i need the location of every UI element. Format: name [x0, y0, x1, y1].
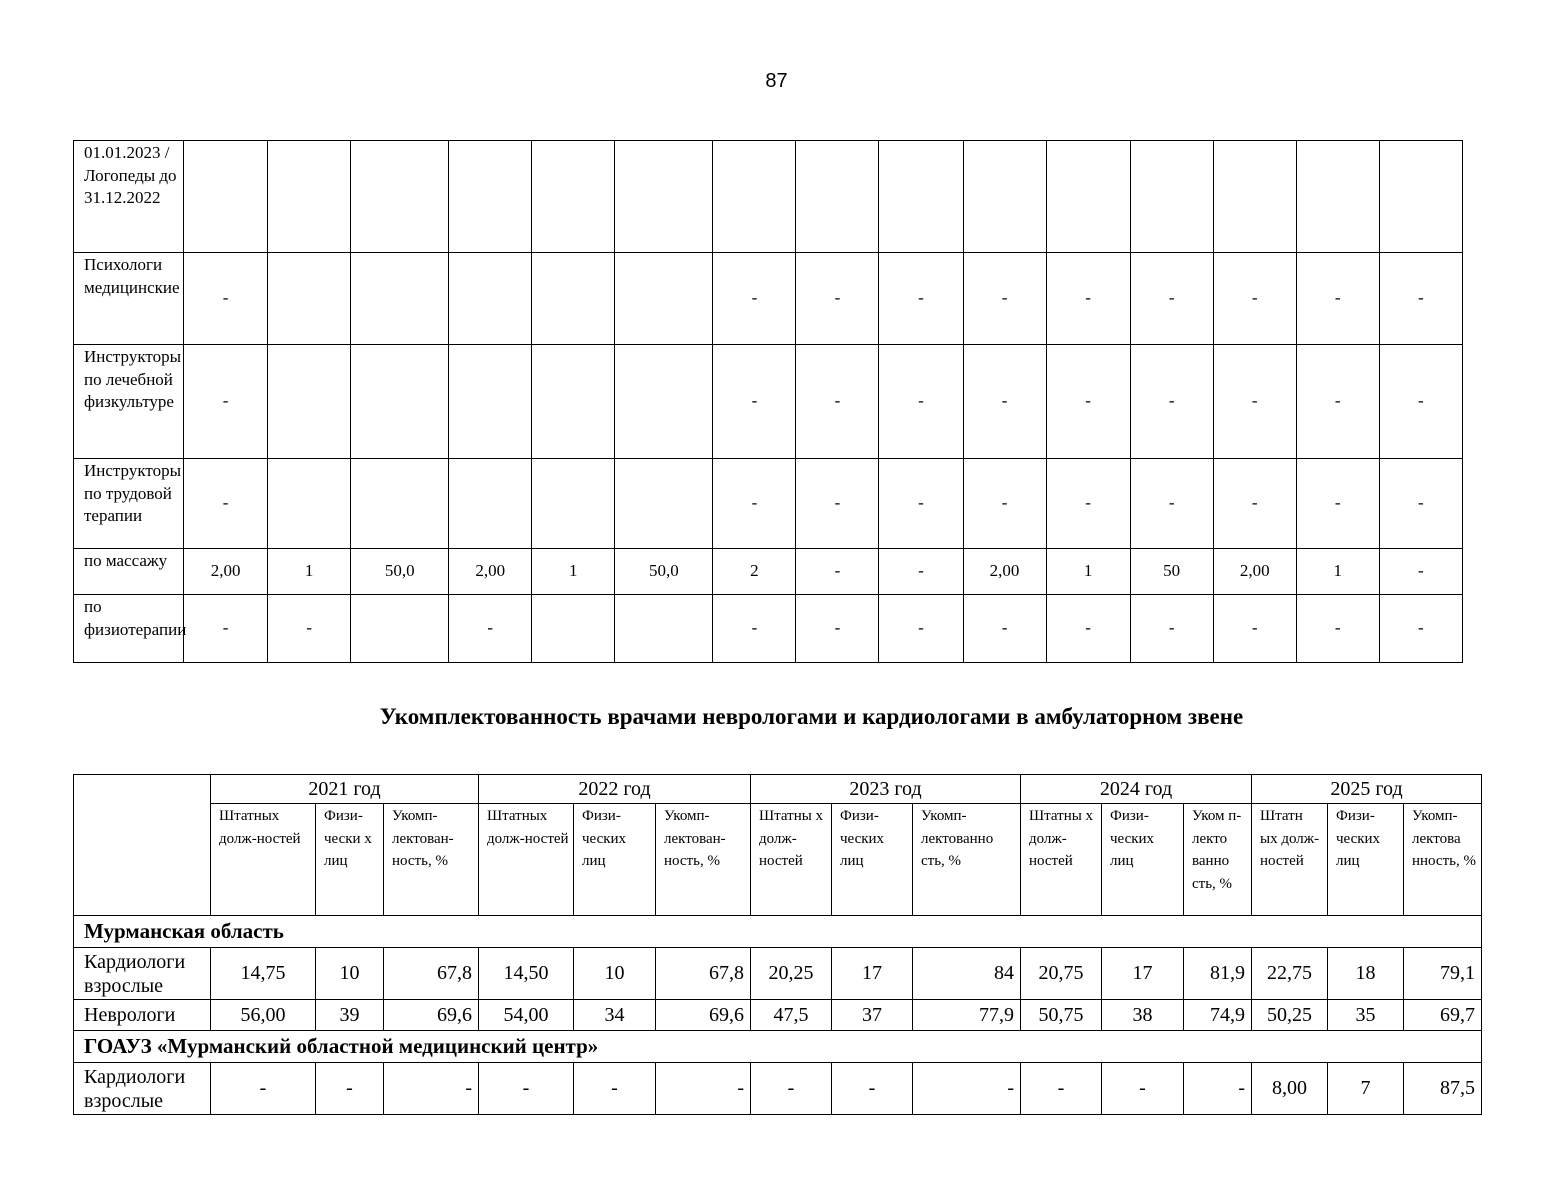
table-cell: 1 — [268, 549, 351, 595]
table-cell: - — [268, 595, 351, 663]
table-cell — [268, 345, 351, 459]
table-cell: 1 — [1046, 549, 1130, 595]
table-cell: - — [1046, 595, 1130, 663]
table-cell — [615, 253, 713, 345]
table-cell: 10 — [574, 948, 656, 1000]
table-cell: 22,75 — [1252, 948, 1328, 1000]
table-cell: - — [316, 1063, 384, 1115]
row-label: по массажу — [74, 549, 184, 595]
table-cell: - — [1379, 345, 1462, 459]
table-cell: 67,8 — [384, 948, 479, 1000]
table-cell: - — [184, 595, 268, 663]
table-cell — [1296, 141, 1379, 253]
table-cell: 50,0 — [351, 549, 449, 595]
table-row — [74, 549, 1463, 595]
table-cell — [268, 141, 351, 253]
column-subheader: Физи-ческих лиц — [1328, 804, 1404, 916]
table-cell — [532, 253, 615, 345]
table-cell: 2,00 — [449, 549, 532, 595]
table-cell: 39 — [316, 1000, 384, 1031]
table-cell: - — [713, 253, 796, 345]
table-cell — [449, 141, 532, 253]
table-cell: 56,00 — [211, 1000, 316, 1031]
table-row — [74, 948, 1482, 1000]
column-subheader: Физи-ческих лиц — [832, 804, 913, 916]
table-row — [74, 345, 1463, 459]
table-row — [74, 595, 1463, 663]
table-cell: 2,00 — [184, 549, 268, 595]
table-cell: - — [479, 1063, 574, 1115]
table-cell: 17 — [1102, 948, 1184, 1000]
table-cell: - — [796, 595, 879, 663]
table-cell: 7 — [1328, 1063, 1404, 1115]
table-cell: 77,9 — [913, 1000, 1021, 1031]
year-header: 2023 год — [751, 775, 1021, 804]
table-cell: 14,50 — [479, 948, 574, 1000]
row-label: Инструкторы по трудовой терапии — [74, 459, 184, 549]
table-cell: - — [184, 345, 268, 459]
table-cell: 20,25 — [751, 948, 832, 1000]
table-cell: 69,7 — [1404, 1000, 1482, 1031]
table-cell: 54,00 — [479, 1000, 574, 1031]
row-label: по физиотерапии — [74, 595, 184, 663]
table-cell: - — [713, 345, 796, 459]
table-cell: - — [574, 1063, 656, 1115]
table-cell: - — [1046, 253, 1130, 345]
column-subheader: Укомп-лектова нность, % — [1404, 804, 1482, 916]
table-cell: - — [1184, 1063, 1252, 1115]
column-subheader: Штатны х долж-ностей — [1021, 804, 1102, 916]
table-row — [74, 1063, 1482, 1115]
table-cell — [351, 253, 449, 345]
table-row — [74, 141, 1463, 253]
table-cell — [532, 141, 615, 253]
table-cell: - — [713, 595, 796, 663]
table-cell: - — [1213, 345, 1296, 459]
table-cell — [1379, 141, 1462, 253]
table-cell: - — [384, 1063, 479, 1115]
table-cell: - — [796, 253, 879, 345]
table-cell — [532, 459, 615, 549]
table-cell: 1 — [1296, 549, 1379, 595]
table-cell — [449, 253, 532, 345]
table-cell — [713, 141, 796, 253]
table-row — [74, 1000, 1482, 1031]
table-cell: 84 — [913, 948, 1021, 1000]
table-cell: 2,00 — [1213, 549, 1296, 595]
table-cell — [449, 459, 532, 549]
table-cell: 50,0 — [615, 549, 713, 595]
table-cell: - — [963, 459, 1046, 549]
header-empty-cell — [74, 775, 211, 916]
table-cell: 67,8 — [656, 948, 751, 1000]
section-name: ГОАУЗ «Мурманский областной медицинский центр» — [74, 1031, 1482, 1063]
row-label: Инструкторы по лечебной физкультуре — [74, 345, 184, 459]
column-subheader: Физи-чески х лиц — [316, 804, 384, 916]
table-cell — [615, 345, 713, 459]
table-cell: 37 — [832, 1000, 913, 1031]
table-cell: 1 — [532, 549, 615, 595]
table-cell: 18 — [1328, 948, 1404, 1000]
table-cell: - — [879, 345, 963, 459]
table-cell: - — [879, 595, 963, 663]
table-cell: - — [449, 595, 532, 663]
column-subheader: Физи-ческих лиц — [1102, 804, 1184, 916]
table-cell: - — [1213, 595, 1296, 663]
table-row — [74, 459, 1463, 549]
table-cell: 10 — [316, 948, 384, 1000]
table-cell: - — [656, 1063, 751, 1115]
table-cell: - — [963, 253, 1046, 345]
row-label: Кардиологи взрослые — [74, 948, 211, 1000]
table-cell: - — [879, 549, 963, 595]
table-cell: 69,6 — [384, 1000, 479, 1031]
table-cell: - — [751, 1063, 832, 1115]
table-cell: 47,5 — [751, 1000, 832, 1031]
table-cell: - — [1379, 459, 1462, 549]
column-subheader: Штатны х долж-ностей — [751, 804, 832, 916]
section-row — [74, 916, 1482, 948]
table-cell: - — [796, 345, 879, 459]
row-label: Психологи медицинские — [74, 253, 184, 345]
table-cell: - — [832, 1063, 913, 1115]
table-cell: - — [963, 345, 1046, 459]
table-cell: - — [796, 549, 879, 595]
year-header: 2022 год — [479, 775, 751, 804]
table-cell: 69,6 — [656, 1000, 751, 1031]
table-cell: - — [1046, 459, 1130, 549]
table-cell — [1130, 141, 1213, 253]
column-subheader: Штатных долж-ностей — [211, 804, 316, 916]
table-cell: 81,9 — [1184, 948, 1252, 1000]
table-cell — [268, 459, 351, 549]
table-cell — [184, 141, 268, 253]
table-cell — [615, 141, 713, 253]
table-cell: - — [211, 1063, 316, 1115]
year-header: 2025 год — [1252, 775, 1482, 804]
table-cell: - — [1379, 253, 1462, 345]
table-cell — [268, 253, 351, 345]
table-cell — [615, 459, 713, 549]
row-label: Кардиологи взрослые — [74, 1063, 211, 1115]
row-label: Неврологи — [74, 1000, 211, 1031]
column-subheader: Укомп-лектован-ность, % — [656, 804, 751, 916]
section-row — [74, 1031, 1482, 1063]
table-cell: - — [1296, 253, 1379, 345]
table-cell: 38 — [1102, 1000, 1184, 1031]
staffing-table-continued — [73, 140, 1463, 663]
table-cell: - — [1130, 459, 1213, 549]
table-cell — [1046, 141, 1130, 253]
table-cell: - — [879, 459, 963, 549]
table-cell: 8,00 — [1252, 1063, 1328, 1115]
table-cell: - — [1021, 1063, 1102, 1115]
table-cell: - — [1379, 595, 1462, 663]
neurologists-cardiologists-table — [73, 774, 1482, 1115]
table-cell — [963, 141, 1046, 253]
table-cell: 14,75 — [211, 948, 316, 1000]
column-subheader: Укомп-лектованно сть, % — [913, 804, 1021, 916]
table-cell: - — [796, 459, 879, 549]
table-cell — [351, 459, 449, 549]
table-cell: - — [1102, 1063, 1184, 1115]
table-cell: 2,00 — [963, 549, 1046, 595]
table-cell: 79,1 — [1404, 948, 1482, 1000]
table-cell: - — [1130, 345, 1213, 459]
table-cell — [532, 345, 615, 459]
section-name: Мурманская область — [74, 916, 1482, 948]
table-cell: - — [1296, 595, 1379, 663]
table-cell — [1213, 141, 1296, 253]
table-cell: - — [1296, 345, 1379, 459]
table-cell: 34 — [574, 1000, 656, 1031]
table-cell: - — [1213, 459, 1296, 549]
column-subheader: Укомп-лектован-ность, % — [384, 804, 479, 916]
table-cell: 20,75 — [1021, 948, 1102, 1000]
table-cell: - — [1130, 595, 1213, 663]
table-cell: - — [879, 253, 963, 345]
table-cell: - — [963, 595, 1046, 663]
table-cell: - — [184, 459, 268, 549]
table-cell — [449, 345, 532, 459]
column-subheader: Штатных долж-ностей — [479, 804, 574, 916]
table-cell: 50,25 — [1252, 1000, 1328, 1031]
table-cell — [615, 595, 713, 663]
table-cell: 35 — [1328, 1000, 1404, 1031]
table-cell: - — [713, 459, 796, 549]
table-cell: - — [1379, 549, 1462, 595]
section-title: Укомплектованность врачами неврологами и кардиологами в амбулаторном звене — [379, 704, 1244, 729]
table-cell: 87,5 — [1404, 1063, 1482, 1115]
table-cell: - — [1046, 345, 1130, 459]
table-cell — [532, 595, 615, 663]
table-cell: 50 — [1130, 549, 1213, 595]
table-cell: - — [1213, 253, 1296, 345]
table-cell: 50,75 — [1021, 1000, 1102, 1031]
table-cell: 2 — [713, 549, 796, 595]
table-row — [74, 253, 1463, 345]
table-cell: - — [913, 1063, 1021, 1115]
year-header: 2024 год — [1021, 775, 1252, 804]
column-subheader: Физи-ческих лиц — [574, 804, 656, 916]
table-cell: - — [1130, 253, 1213, 345]
table-cell — [879, 141, 963, 253]
row-label: 01.01.2023 / Логопеды до 31.12.2022 — [74, 141, 184, 253]
table-cell: - — [1296, 459, 1379, 549]
column-subheader: Штатн ых долж-ностей — [1252, 804, 1328, 916]
table-cell: - — [184, 253, 268, 345]
table-cell: 17 — [832, 948, 913, 1000]
table-cell — [796, 141, 879, 253]
table-cell: 74,9 — [1184, 1000, 1252, 1031]
page-number: 87 — [765, 70, 788, 92]
table-cell — [351, 595, 449, 663]
column-subheader: Уком п-лекто ванно сть, % — [1184, 804, 1252, 916]
year-header: 2021 год — [211, 775, 479, 804]
table-cell — [351, 345, 449, 459]
table-cell — [351, 141, 449, 253]
